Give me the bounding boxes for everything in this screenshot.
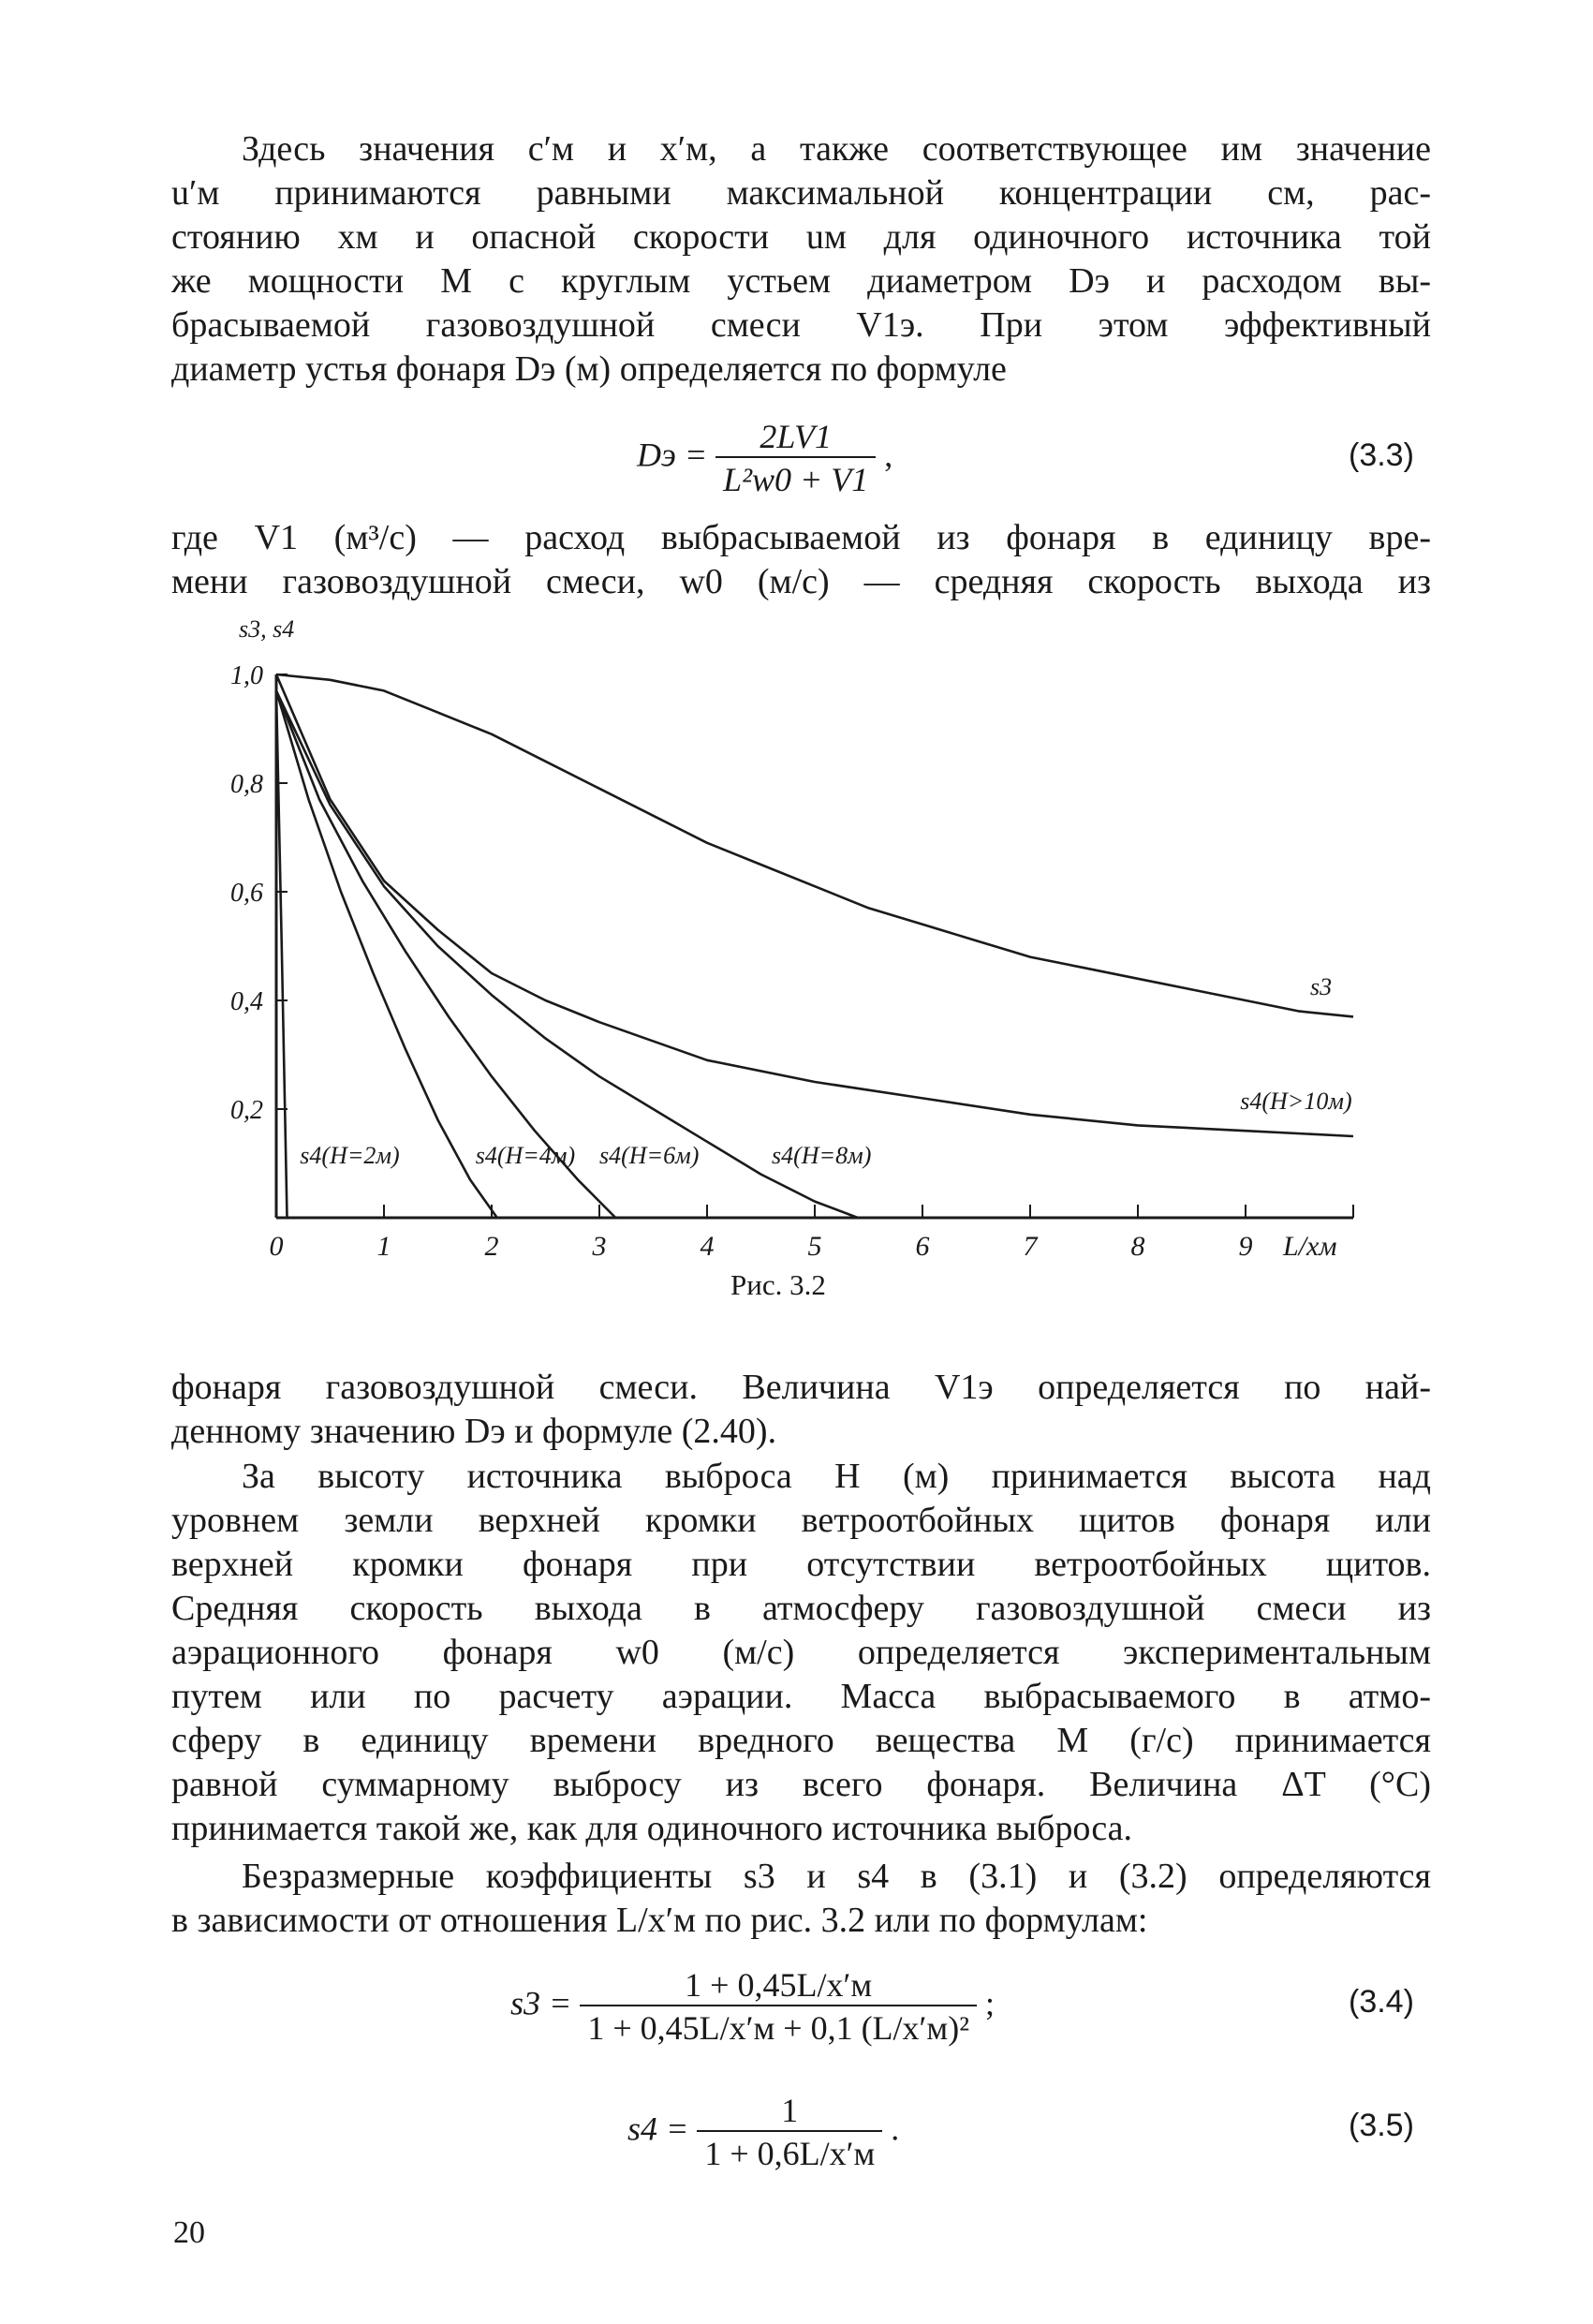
- text-line: Здесь значения c′м и x′м, а также соответствующее им значение: [242, 129, 1431, 169]
- text-line: стоянию xм и опасной скорости uм для одиночного источника той: [171, 217, 1431, 257]
- series-label: s4(H=2м): [300, 1142, 400, 1169]
- text-line: равной суммарному выбросу из всего фонаря. Величина ΔT (°C): [171, 1765, 1431, 1804]
- paragraph-5: [171, 1855, 1431, 1943]
- text-line: путем или по расчету аэрации. Масса выбрасываемого в атмо-: [171, 1677, 1431, 1716]
- x-tick-label: 6: [915, 1231, 930, 1262]
- numerator: 1: [781, 2092, 799, 2129]
- x-tick-label: 3: [592, 1231, 607, 1262]
- x-tick-label: 0: [269, 1231, 284, 1262]
- series-line: [276, 674, 1353, 1136]
- equation-punct: ,: [884, 436, 893, 474]
- paragraph-4: [171, 1455, 1431, 1851]
- x-tick-label: 2: [484, 1231, 499, 1262]
- text-line: уровнем земли верхней кромки ветроотбойных щитов фонаря или: [171, 1501, 1431, 1540]
- x-tick-label: 7: [1023, 1231, 1038, 1262]
- series-label: s3: [1310, 973, 1333, 1001]
- text-line: где V1 (м³/с) — расход выбрасываемой из фонаря в единицу вре-: [171, 518, 1431, 557]
- series-line: [276, 690, 858, 1218]
- equation-punct: .: [891, 2109, 900, 2148]
- series-line: [276, 674, 1353, 1016]
- denominator: 1 + 0,6L/x′м: [697, 2130, 882, 2173]
- text-line: фонаря газовоздушной смеси. Величина V1э определяется по най-: [171, 1368, 1431, 1407]
- figure-caption: Рис. 3.2: [730, 1268, 826, 1301]
- series-label: s4(H=4м): [475, 1142, 576, 1169]
- numerator: 2LV1: [760, 418, 833, 455]
- page-number: 20: [173, 2215, 205, 2250]
- series-label: s4(H=6м): [599, 1142, 700, 1169]
- y-tick-label: 0,6: [230, 879, 263, 908]
- text-line: денному значению Dэ и формуле (2.40).: [171, 1412, 777, 1451]
- x-tick-label: 8: [1130, 1231, 1145, 1262]
- fraction: [697, 2091, 882, 2173]
- equation-3-3: [637, 417, 892, 499]
- text-line: принимается такой же, как для одиночного источника выброса.: [171, 1809, 1133, 1848]
- denominator: L²w0 + V1: [715, 456, 876, 499]
- text-line: Средняя скорость выхода в атмосферу газовоздушной смеси из: [171, 1589, 1431, 1628]
- y-tick-label: 0,2: [230, 1096, 263, 1125]
- x-axis-label: L/xм: [1283, 1231, 1337, 1262]
- fraction: [580, 1965, 977, 2048]
- text-line: аэрационного фонаря w0 (м/с) определяется экспериментальным: [171, 1633, 1431, 1672]
- paragraph-2: [171, 516, 1431, 604]
- text-line: За высоту источника выброса H (м) принимается высота над: [242, 1457, 1431, 1496]
- paragraph-1: [171, 127, 1431, 392]
- equation-number: (3.3): [1349, 437, 1414, 473]
- equation-3-5: [627, 2091, 899, 2173]
- paragraph-3: [171, 1366, 1431, 1454]
- series-label: s4(H>10м): [1240, 1088, 1352, 1115]
- equation-lhs: s4 =: [627, 2109, 689, 2148]
- x-tick-label: 5: [807, 1231, 822, 1262]
- equation-number: (3.4): [1349, 1984, 1414, 2020]
- text-line: же мощности M с круглым устьем диаметром Dэ и расходом вы-: [171, 261, 1431, 301]
- equation-lhs: Dэ =: [637, 436, 708, 474]
- text-line: диаметр устья фонаря Dэ (м) определяется по формуле: [171, 349, 1007, 389]
- y-tick-label: 1,0: [230, 661, 263, 690]
- series-line: [276, 690, 497, 1218]
- y-tick-label: 0,8: [230, 770, 263, 799]
- denominator: 1 + 0,45L/x′м + 0,1 (L/x′м)²: [580, 2005, 977, 2048]
- series-label: s4(H=8м): [772, 1142, 872, 1169]
- x-tick-label: 4: [700, 1231, 715, 1262]
- fraction: [715, 417, 876, 499]
- x-tick-label: 9: [1238, 1231, 1253, 1262]
- numerator: 1 + 0,45L/x′м: [685, 1966, 873, 2004]
- text-line: мени газовоздушной смеси, w0 (м/с) — средняя скорость выхода из: [171, 562, 1431, 601]
- text-line: в зависимости от отношения L/x′м по рис. 3.2 или по формулам:: [171, 1901, 1148, 1940]
- text-line: верхней кромки фонаря при отсутствии ветроотбойных щитов.: [171, 1545, 1431, 1584]
- equation-3-4: [510, 1965, 995, 2048]
- y-axis-label: s3, s4: [239, 618, 295, 643]
- text-line: Безразмерные коэффициенты s3 и s4 в (3.1) и (3.2) определяются: [242, 1857, 1431, 1896]
- equation-lhs: s3 =: [510, 1984, 572, 2022]
- figure-3-2-chart: [215, 618, 1386, 1265]
- equation-number: (3.5): [1349, 2108, 1414, 2143]
- text-line: сферу в единицу времени вредного вещества M (г/с) принимается: [171, 1721, 1431, 1760]
- y-tick-label: 0,4: [230, 987, 263, 1016]
- text-line: брасываемой газовоздушной смеси V1э. При этом эффективный: [171, 305, 1431, 345]
- series-line: [276, 690, 288, 1218]
- x-tick-label: 1: [376, 1231, 391, 1262]
- equation-punct: ;: [984, 1984, 995, 2022]
- text-line: u′м принимаются равными максимальной концентрации cм, рас-: [171, 173, 1431, 213]
